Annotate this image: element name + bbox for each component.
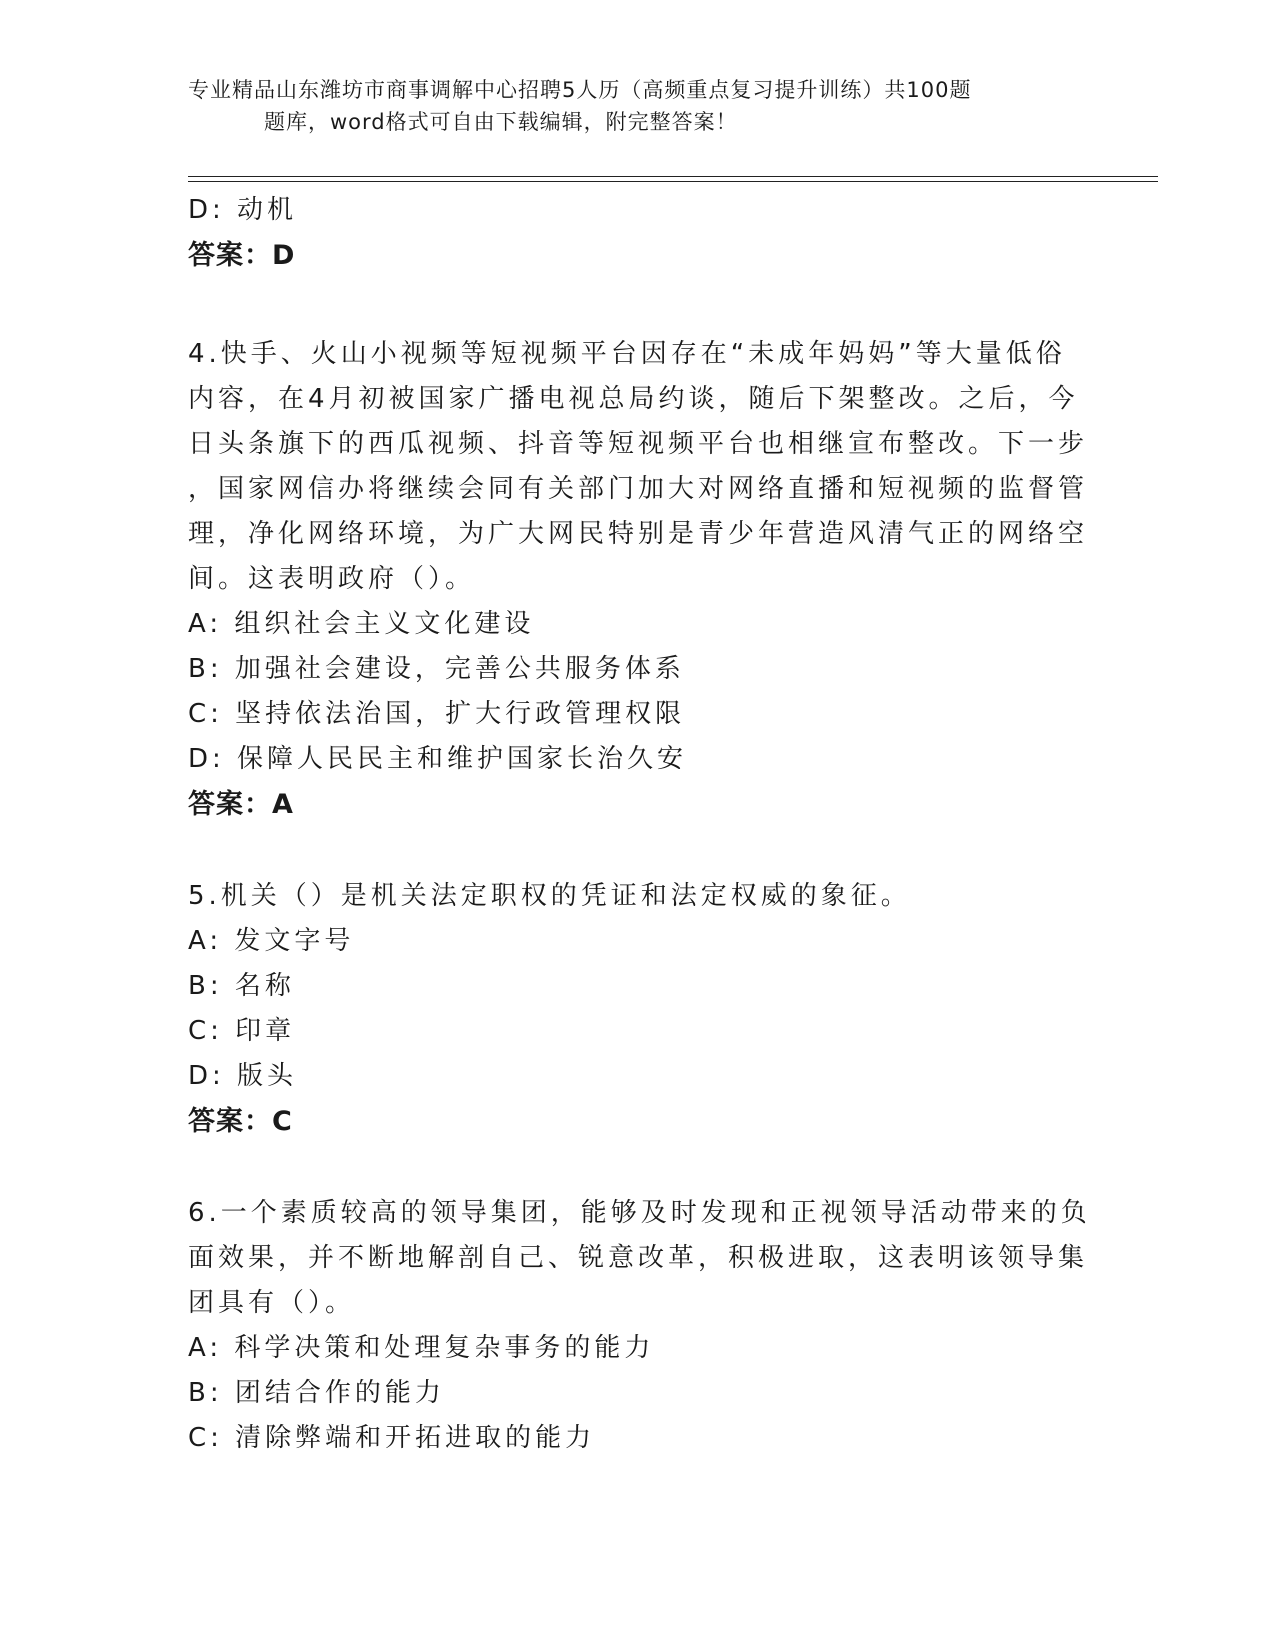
header-rule-bottom <box>188 181 1158 182</box>
q5-question: 5.机关（）是机关法定职权的凭证和法定权威的象征。 <box>188 881 911 911</box>
q6-option-c: C: 清除弊端和开拓进取的能力 <box>188 1423 596 1453</box>
spacer <box>188 278 1068 332</box>
q4-text-line: 理，净化网络环境，为广大网民特别是青少年营造风清气正的网络空 <box>188 519 1089 549</box>
q5-option-a: A: 发文字号 <box>188 926 355 956</box>
q6-option-a: A: 科学决策和处理复杂事务的能力 <box>188 1333 655 1363</box>
q6-option-b: B: 团结合作的能力 <box>188 1378 445 1408</box>
header-title-line1: 专业精品山东潍坊市商事调解中心招聘5人历（高频重点复习提升训练）共100题 <box>188 78 972 102</box>
q5-answer: 答案：C <box>188 1106 293 1137</box>
q4-text-line: 4.快手、火山小视频等短视频平台因存在“未成年妈妈”等大量低俗 <box>188 339 1066 369</box>
spacer <box>188 827 1068 874</box>
page-header <box>188 74 1088 138</box>
q4-text-line: 内容，在4月初被国家广播电视总局约谈，随后下架整改。之后，今 <box>188 384 1079 414</box>
q6-text-line: 面效果，并不断地解剖自己、锐意改革，积极进取，这表明该领导集 <box>188 1243 1089 1273</box>
q4-text-line: 间。这表明政府（）。 <box>188 564 476 594</box>
q4-text-line: ，国家网信办将继续会同有关部门加大对网络直播和短视频的监督管 <box>188 474 1089 504</box>
q6-text-line: 团具有（）。 <box>188 1288 356 1318</box>
spacer <box>188 1144 1068 1191</box>
q3-answer: 答案：D <box>188 240 296 271</box>
header-rule-top <box>188 176 1158 177</box>
q6-text-line: 6.一个素质较高的领导集团，能够及时发现和正视领导活动带来的负 <box>188 1198 1091 1228</box>
q4-option-d: D: 保障人民民主和维护国家长治久安 <box>188 744 688 774</box>
q3-option-d: D: 动机 <box>188 195 298 225</box>
q4-answer: 答案：A <box>188 789 294 820</box>
header-title-line2: 题库，word格式可自由下载编辑，附完整答案！ <box>264 110 738 134</box>
q5-option-b: B: 名称 <box>188 971 295 1001</box>
q5-option-c: C: 印章 <box>188 1016 296 1046</box>
q4-text-line: 日头条旗下的西瓜视频、抖音等短视频平台也相继宣布整改。下一步 <box>188 429 1089 459</box>
q4-option-c: C: 坚持依法治国，扩大行政管理权限 <box>188 699 686 729</box>
q5-option-d: D: 版头 <box>188 1061 298 1091</box>
q4-option-b: B: 加强社会建设，完善公共服务体系 <box>188 654 685 684</box>
question-content <box>188 188 1091 1461</box>
q4-option-a: A: 组织社会主义文化建设 <box>188 609 535 639</box>
